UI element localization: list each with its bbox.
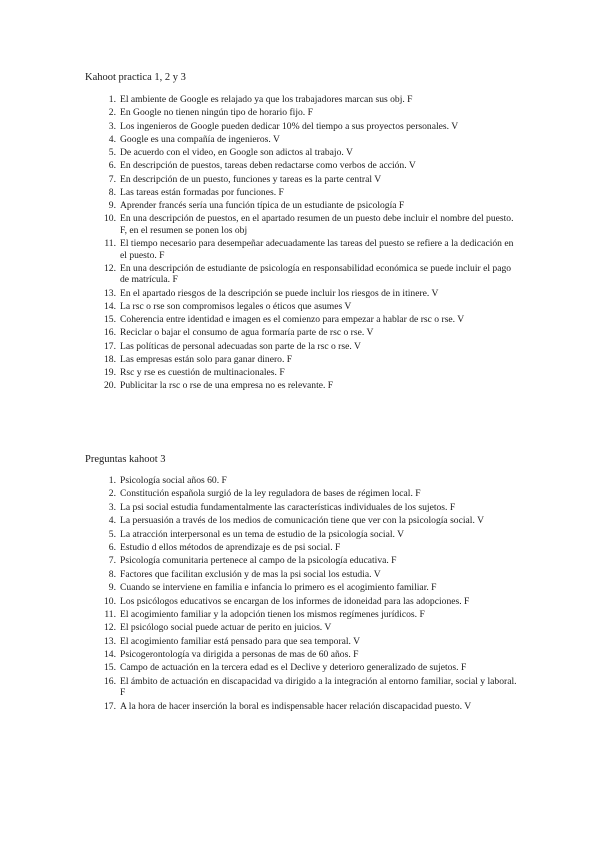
question-list-kahoot-3: [82, 475, 518, 714]
list-item: [82, 529, 518, 541]
list-item: [82, 238, 518, 261]
list-item: [82, 502, 518, 514]
item-number: 9.: [108, 200, 116, 211]
item-number: 10.: [104, 213, 116, 225]
item-number: 8.: [108, 568, 116, 580]
list-item: [82, 121, 518, 133]
question-list-kahoot-1-2-3: [82, 94, 518, 394]
list-item: [82, 555, 518, 567]
item-number: 14.: [104, 649, 116, 661]
item-text: Cuando se interviene en familia e infancia lo primero es el acogimiento familiar. F: [120, 582, 437, 594]
item-text: En descripción de puestos, tareas deben redactarse como verbos de acción. V: [120, 160, 416, 172]
list-item: [82, 475, 518, 487]
item-number: 4.: [108, 515, 116, 527]
list-item: [82, 314, 518, 326]
list-item: [82, 354, 518, 366]
item-number: 2.: [108, 107, 116, 119]
item-number: 7.: [108, 173, 116, 185]
list-item: [82, 134, 518, 146]
list-item: [82, 187, 518, 199]
list-item: [82, 676, 518, 699]
list-item: [82, 662, 518, 674]
item-number: 15.: [104, 314, 116, 325]
list-item: [82, 288, 518, 300]
list-item: [82, 622, 518, 634]
item-number: 3.: [108, 501, 116, 513]
item-number: 2.: [108, 488, 116, 500]
list-item: [82, 367, 518, 379]
list-item: [82, 542, 518, 554]
item-text: El ambiente de Google es relajado ya que los trabajadores marcan sus obj. F: [120, 94, 413, 105]
item-text: La atracción interpersonal es un tema de estudio de la psicología social. V: [120, 528, 405, 540]
list-item: [82, 160, 518, 172]
item-number: 6.: [108, 160, 116, 172]
list-item: [82, 263, 518, 286]
list-item: [82, 147, 518, 159]
item-number: 12.: [104, 262, 116, 274]
item-text: Rsc y rse es cuestión de multinacionales. F: [120, 367, 285, 378]
item-number: 8.: [108, 186, 116, 198]
list-item: [82, 341, 518, 353]
list-item: [82, 569, 518, 581]
item-number: 6.: [108, 541, 116, 553]
list-item: [82, 488, 518, 500]
item-text: Reciclar o bajar el consumo de agua formaría parte de rsc o rse. V: [120, 327, 374, 339]
item-text: Las empresas están solo para ganar dinero. F: [120, 353, 293, 365]
item-text: El acogimiento familiar está pensado para que sea temporal. V: [120, 635, 361, 647]
item-number: 10.: [104, 595, 116, 607]
item-text: Psicología comunitaria pertenece al campo de la psicología educativa. F: [120, 555, 397, 567]
item-text: Publicitar la rsc o rse de una empresa no es relevante. F: [120, 380, 334, 392]
item-number: 5.: [108, 528, 116, 540]
item-text: En descripción de un puesto, funciones y tareas es la parte central V: [120, 173, 382, 185]
item-number: 13.: [104, 287, 116, 299]
item-number: 18.: [104, 353, 116, 365]
item-text: A la hora de hacer inserción la boral es indispensable hacer relación discapacidad puesto. V: [120, 700, 472, 712]
item-text: El acogimiento familiar y la adopción tienen los mismos regímenes jurídicos. F: [120, 608, 425, 620]
item-text: Factores que facilitan exclusión y de mas la psi social los estudia. V: [120, 568, 381, 580]
item-number: 11.: [104, 608, 116, 620]
item-text: En una descripción de estudiante de psicología en responsabilidad económica se puede incluir el pago de matrícula. F: [120, 262, 512, 286]
item-text: Psicología social años 60. F: [120, 475, 227, 486]
item-text: Las políticas de personal adecuadas son parte de la rsc o rse. V: [120, 340, 361, 352]
item-number: 15.: [104, 662, 116, 674]
item-number: 11.: [104, 238, 116, 249]
item-number: 17.: [104, 700, 116, 712]
item-number: 4.: [108, 133, 116, 145]
item-number: 1.: [108, 94, 116, 105]
section-title-kahoot-1-2-3: Kahoot practica 1, 2 y 3: [85, 72, 186, 83]
item-text: El psicólogo social puede actuar de perito en juicios. V: [120, 622, 332, 634]
item-number: 9.: [108, 582, 116, 594]
list-item: [82, 174, 518, 186]
item-text: La rsc o rse son compromisos legales o éticos que asumes V: [120, 300, 352, 312]
item-text: Estudio d ellos métodos de aprendizaje es de psi social. F: [120, 541, 341, 553]
item-number: 16.: [104, 327, 116, 339]
item-text: Campo de actuación en la tercera edad es el Declive y deterioro generalizado de sujetos. F: [120, 662, 467, 674]
list-item: [82, 301, 518, 313]
item-text: En una descripción de puestos, en el apartado resumen de un puesto debe incluir el nombre del puesto. F, en el resumen se ponen los obj: [120, 213, 514, 236]
item-text: El ámbito de actuación en discapacidad va dirigido a la integración al entorno familiar, social y laboral. F: [120, 675, 517, 699]
item-text: Psicogerontología va dirigida a personas de mas de 60 años. F: [120, 649, 359, 661]
item-text: El tiempo necesario para desempeñar adecuadamente las tareas del puesto se refiere a la dedicación en el puesto. F: [120, 238, 514, 261]
item-number: 12.: [104, 622, 116, 634]
list-item: [82, 380, 518, 392]
item-number: 19.: [104, 367, 116, 378]
item-text: La persuasión a través de los medios de comunicación tiene que ver con la psicología social. V: [120, 515, 485, 527]
item-text: Las tareas están formadas por funciones. F: [120, 186, 284, 198]
list-item: [82, 582, 518, 594]
item-number: 13.: [104, 635, 116, 647]
list-item: [82, 609, 518, 621]
list-item: [82, 649, 518, 661]
item-text: Coherencia entre identidad e imagen es el comienzo para empezar a hablar de rsc o rse. V: [120, 314, 465, 325]
section-title-kahoot-3: Preguntas kahoot 3: [85, 454, 166, 465]
item-text: Los ingenieros de Google pueden dedicar 10% del tiempo a sus proyectos personales. V: [120, 120, 459, 132]
item-number: 17.: [104, 340, 116, 352]
item-text: En el apartado riesgos de la descripción se puede incluir los riesgos de in itinere. V: [120, 287, 439, 299]
item-number: 7.: [108, 555, 116, 567]
list-item: [82, 327, 518, 339]
list-item: [82, 107, 518, 119]
item-text: De acuerdo con el video, en Google son adictos al trabajo. V: [120, 147, 353, 158]
item-text: La psi social estudia fundamentalmente las características individuales de los sujetos. F: [120, 501, 456, 513]
list-item: [82, 200, 518, 212]
item-text: Aprender francés sería una función típica de un estudiante de psicología F: [120, 200, 405, 211]
item-number: 3.: [108, 120, 116, 132]
list-item: [82, 701, 518, 713]
item-number: 20.: [104, 380, 116, 392]
list-item: [82, 213, 518, 236]
item-text: Constitución española surgió de la ley reguladora de bases de régimen local. F: [120, 488, 421, 500]
list-item: [82, 94, 518, 106]
item-text: En Google no tienen ningún tipo de horario fijo. F: [120, 107, 313, 119]
item-number: 5.: [108, 147, 116, 158]
item-text: Los psicólogos educativos se encargan de los informes de idoneidad para las adopciones. F: [120, 595, 470, 607]
list-item: [82, 636, 518, 648]
item-text: Google es una compañía de ingenieros. V: [120, 133, 280, 145]
item-number: 1.: [108, 475, 116, 486]
item-number: 16.: [104, 675, 116, 687]
list-item: [82, 515, 518, 527]
list-item: [82, 596, 518, 608]
item-number: 14.: [104, 300, 116, 312]
